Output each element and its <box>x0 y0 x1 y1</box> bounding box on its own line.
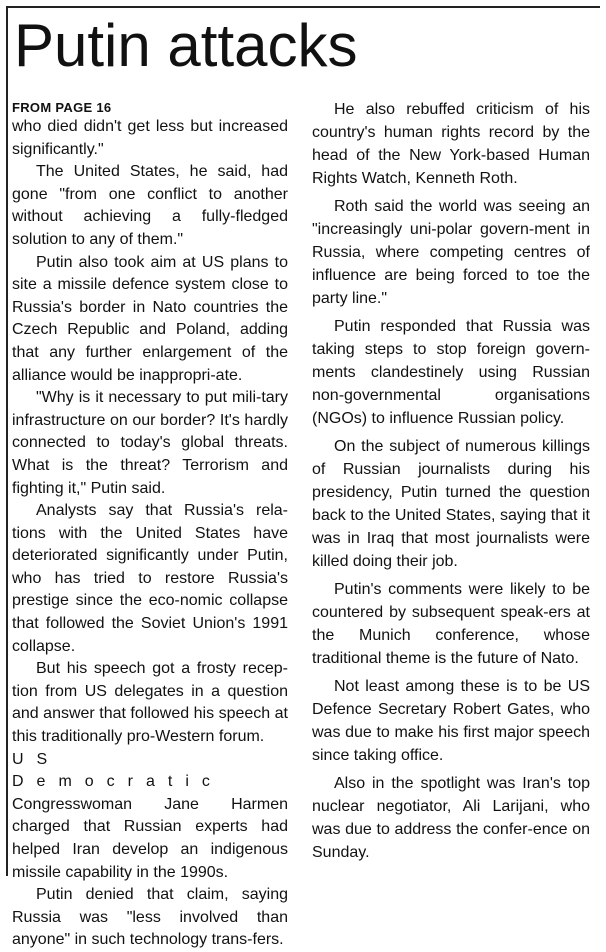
paragraph: Not least among these is to be US Defence Secretary Robert Gates, who was due to make his first major speech since taking office. <box>312 678 590 764</box>
paragraph: Also in the spotlight was Iran's top nuclear negotiator, Ali Larijani, who was due to address the confer-ence on Sunday. <box>312 775 590 861</box>
paragraph-spread-line: US Democratic <box>12 750 223 791</box>
paragraph: The United States, he said, had gone "from one conflict to another without achieving a fully-fledged solution to any of them." <box>12 163 288 248</box>
paragraph: Putin also took aim at US plans to site a missile defence system close to Russia's border in Nato countries the Czech Republic and Poland, adding that any further enlargement of the alliance would be inappropri-ate. <box>12 253 288 384</box>
paragraph: But his speech got a frosty recep-tion from US delegates in a question and answer that followed his speech at this traditionally pro-Western forum. <box>12 660 288 746</box>
right-column <box>312 98 590 864</box>
paragraph: Putin denied that claim, saying Russia was "less involved than anyone" in such technology trans-fers. <box>12 886 288 949</box>
paragraph: Roth said the world was seeing an "increasingly uni-polar govern-ment in Russia, where competing centres of influence are being forced to toe the party line." <box>312 198 590 307</box>
continued-from-kicker: FROM PAGE 16 <box>12 100 112 115</box>
paragraph: Analysts say that Russia's rela-tions with the United States have deteriorated significantly under Putin, who has tried to restore Russia's prestige since the eco-nomic collapse that followed the Soviet Union's 1991 collapse. <box>12 502 288 655</box>
left-column <box>12 100 288 952</box>
paragraph: Putin responded that Russia was taking steps to stop foreign govern-ments clandestinely using Russian non-governmental organisations (NGOs) to influence Russian policy. <box>312 318 590 427</box>
paragraph: Congresswoman Jane Harmen charged that Russian experts had helped Iran develop an indigenous missile capability in the 1990s. <box>12 795 288 881</box>
headline: Putin attacks <box>14 12 358 79</box>
paragraph: He also rebuffed criticism of his country's human rights record by the head of the New York-based Human Rights Watch, Kenneth Roth. <box>312 101 590 187</box>
paragraph: "Why is it necessary to put mili-tary infrastructure on our border? It's hardly connected to today's global threats. What is the threat? Terrorism and fighting it," Putin said. <box>12 389 288 497</box>
paragraph: On the subject of numerous killings of Russian journalists during his presidency, Putin turned the question back to the United States, saying that it was in Iraq that most journalists were killed doing their job. <box>312 438 590 570</box>
paragraph: who died didn't get less but increased significantly." <box>12 118 288 158</box>
paragraph: Putin's comments were likely to be countered by subsequent speak-ers at the Munich conference, whose traditional theme is the future of Nato. <box>312 581 590 667</box>
